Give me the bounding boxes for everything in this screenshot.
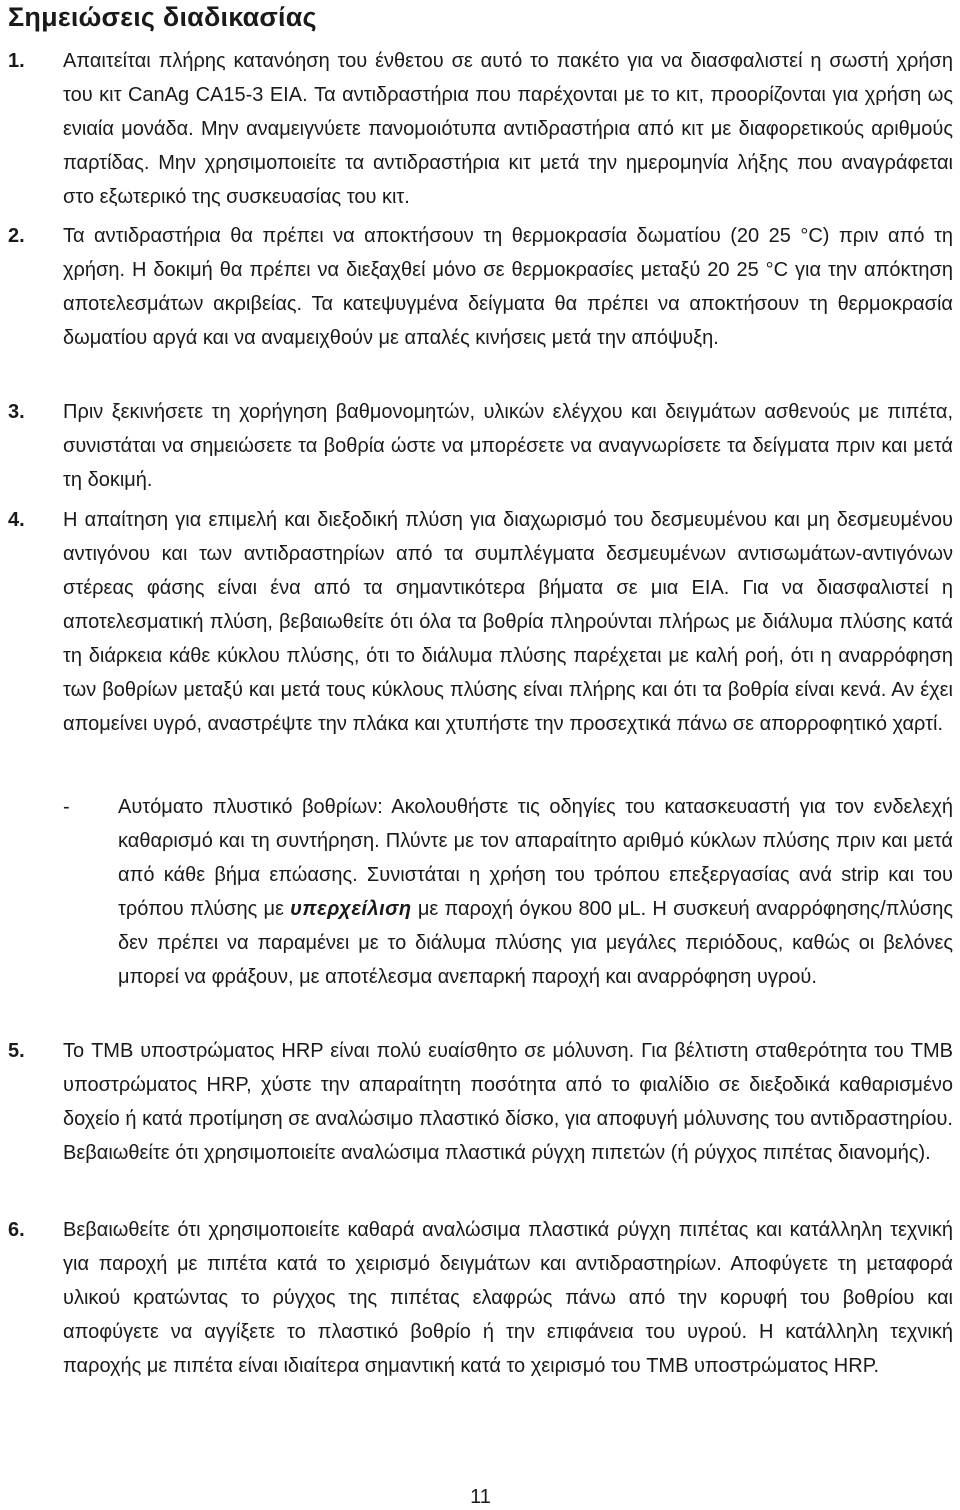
page-number: 11 [470,1486,491,1508]
item-number: 5. [8,1040,25,1062]
list-item-5 [8,1034,953,1170]
list-item-1 [8,44,953,214]
item-text: Πριν ξεκινήσετε τη χορήγηση βαθμονομητών, υλικών ελέγχου και δειγμάτων ασθενούς με πιπέτα, συνιστάται να σημειώσετε τα βοθρία ώστε να μπορέσετε να αναγνωρίσετε τα δείγματα πριν και μετά τη δοκιμή. [63,401,953,491]
list-item-3 [8,395,953,497]
item-text: Η απαίτηση για επιμελή και διεξοδική πλύση για διαχωρισμό του δεσμευμένου και μη δεσμευμένου αντιγόνου και των αντιδραστηρίων από τα συμπλέγματα δεσμευμένων αντισωμάτων-αντιγόνων στέρεας φάσης είναι ένα από τα σημαντικότερα βήματα σε μια EIA. Για να διασφαλιστεί η αποτελεσματική πλύση, βεβαιωθείτε ότι όλα τα βοθρία πληρούνται πλήρως με διάλυμα πλύσης κατά τη διάρκεια κάθε κύκλου πλύσης, ότι το διάλυμα πλύσης παρέχεται με καλή ροή, ότι η αναρρόφηση των βοθρίων μεταξύ και μετά τους κύκλους πλύσης είναι πλήρης και ότι τα βοθρία είναι κενά. Αν έχει απομείνει υγρό, αναστρέψτε την πλάκα και χτυπήστε την προσεχτικά πάνω σε απορροφητικό χαρτί. [63,509,953,735]
sub-text-before: Αυτόματο πλυστικό βοθρίων: Ακολουθήστε τις οδηγίες του κατασκευαστή για τον ενδελεχή καθαρισμό και τη συντήρηση. Πλύντε με τον απαραίτητο αριθμό κύκλων πλύσης πριν και μετά από κάθε βήμα επώασης. Συνιστάται η χρήση του τρόπου επεξεργασίας ανά strip και του τρόπου πλύσης με [118,796,953,920]
item-number: 6. [8,1219,25,1241]
dash-bullet: - [63,796,70,818]
sub-item-plate-washer [63,790,953,994]
page-title: Σημειώσεις διαδικασίας [8,2,317,32]
item-text: Τα αντιδραστήρια θα πρέπει να αποκτήσουν τη θερμοκρασία δωματίου (20 25 °C) πριν από τη χρήση. Η δοκιμή θα πρέπει να διεξαχθεί μόνο σε θερμοκρασίες μεταξύ 20 25 °C για την απόκτηση αποτελεσμάτων ακριβείας. Τα κατεψυγμένα δείγματα θα πρέπει να αποκτήσουν τη θερμοκρασία δωματίου αργά και να αναμειχθούν με απαλές κινήσεις μετά την απόψυξη. [63,225,953,349]
item-number: 1. [8,50,25,72]
sub-text-after: με παροχή όγκου 800 μL. Η συσκευή αναρρόφησης/πλύσης δεν πρέπει να παραμένει με το διάλυμα πλύσης για μεγάλες περιόδους, καθώς οι βελόνες μπορεί να φράξουν, με αποτέλεσμα ανεπαρκή παροχή και αναρρόφηση υγρού. [118,898,953,988]
list-item-6 [8,1213,953,1383]
list-item-2 [8,219,953,355]
item-text: Απαιτείται πλήρης κατανόηση του ένθετου σε αυτό το πακέτο για να διασφαλιστεί η σωστή χρήση του κιτ CanAg CA15-3 EIA. Τα αντιδραστήρια που παρέχονται με το κιτ, προορίζονται για χρήση ως ενιαία μονάδα. Μην αναμειγνύετε πανομοιότυπα αντιδραστήρια από κιτ με διαφορετικούς αριθμούς παρτίδας. Μην χρησιμοποιείτε τα αντιδραστήρια κιτ μετά την ημερομηνία λήξης που αναγράφεται στο εξωτερικό της συσκευασίας του κιτ. [63,50,953,208]
list-item-4 [8,503,953,741]
item-text: Βεβαιωθείτε ότι χρησιμοποιείτε καθαρά αναλώσιμα πλαστικά ρύγχη πιπέτας και κατάλληλη τεχνική για παροχή με πιπέτα κατά το χειρισμό δειγμάτων και αντιδραστηρίων. Αποφύγετε τη μεταφορά υλικού κρατώντας το ρύγχος της πιπέτας ελαφρώς πάνω από την κορυφή του βοθρίου και αποφύγετε να αγγίξετε το πλαστικό βοθρίο ή την επιφάνεια του υγρού. Η κατάλληλη τεχνική παροχής με πιπέτα είναι ιδιαίτερα σημαντική κατά το χειρισμό του TMB υποστρώματος HRP. [63,1219,953,1377]
item-number: 2. [8,225,25,247]
emphasis-text: υπερχείλιση [290,898,412,920]
sub-item-text [118,790,953,994]
item-text: Το TMB υποστρώματος HRP είναι πολύ ευαίσθητο σε μόλυνση. Για βέλτιστη σταθερότητα του TMB υποστρώματος HRP, χύστε την απαραίτητη ποσότητα από το φιαλίδιο σε διεξοδικά καθαρισμένο δοχείο ή κατά προτίμηση σε αναλώσιμο πλαστικό δίσκο, για αποφυγή μόλυνσης του αντιδραστηρίου. Βεβαιωθείτε ότι χρησιμοποιείτε αναλώσιμα πλαστικά ρύγχη πιπετών (ή ρύγχος πιπέτας διανομής). [63,1040,953,1164]
item-number: 3. [8,401,25,423]
item-number: 4. [8,509,25,531]
